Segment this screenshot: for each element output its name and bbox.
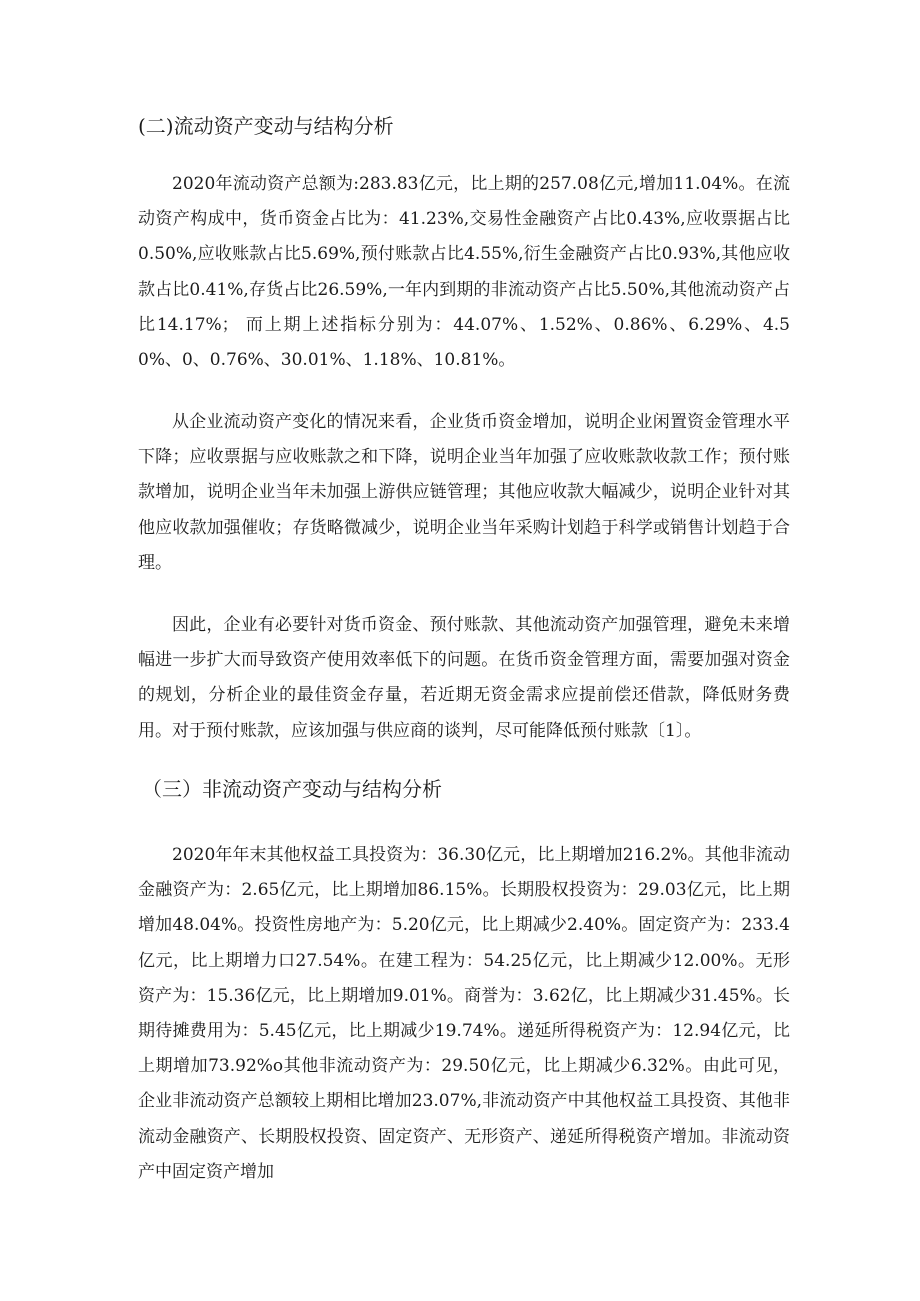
paragraph-non-current-assets-figures: 2020年年末其他权益工具投资为：36.30亿元，比上期增加216.2%。其他非流动金融资产为：2.65亿元，比上期增加86.15%。长期股权投资为：29.03亿元，比上期增加48.04%。投资性房地产为：5.20亿元，比上期减少2.40%。固定资产为：233.4亿元，比上期增力口27.54%。在建工程为：54.25亿元，比上期减少12.00%。无形资产为：15.36亿元，比上期增加9.01%。商誉为：3.62亿，比上期减少31.45%。长期待摊费用为：5.45亿元，比上期减少19.74%。递延所得税资产为：12.94亿元，比上期增加73.92%o其他非流动资产为：29.50亿元，比上期减少6.32%。由此可见，企业非流动资产总额较上期相比增加23.07%,非流动资产中其他权益工具投资、其他非流动金融资产、长期股权投资、固定资产、无形资产、递延所得税资产增加。非流动资产中固定资产增加 bbox=[138, 845, 790, 1182]
paragraph-current-assets-figures: 2020年流动资产总额为:283.83亿元，比上期的257.08亿元,增加11.04%。在流动资产构成中，货币资金占比为：41.23%,交易性金融资产占比0.43%,应收票据占比0.50%,应收账款占比5.69%,预付账款占比4.55%,衍生金融资产占比0.93%,其他应收款占比0.41%,存货占比26.59%,一年内到期的非流动资产占比5.50%,其他流动资产占比14.17%； 而上期上述指标分别为：44.07%、1.52%、0.86%、6.29%、4.50%、0、0.76%、30.01%、1.18%、10.81%。 bbox=[138, 174, 790, 371]
section-heading-current-assets: (二)流动资产变动与结构分析 bbox=[138, 114, 394, 138]
paragraph-current-assets-changes: 从企业流动资产变化的情况来看，企业货币资金增加，说明企业闲置资金管理水平下降；应收票据与应收账款之和下降，说明企业当年加强了应收账款收款工作；预付账款增加，说明企业当年未加强上游供应链管理；其他应收款大幅减少，说明企业针对其他应收款加强催收；存货略微减少，说明企业当年采购计划趋于科学或销售计划趋于合理。 bbox=[138, 412, 790, 573]
paragraph-management-recommendations: 因此，企业有必要针对货币资金、预付账款、其他流动资产加强管理，避免未来增幅进一步扩大而导致资产使用效率低下的问题。在货币资金管理方面，需要加强对资金的规划，分析企业的最佳资金存量，若近期无资金需求应提前偿还借款，降低财务费用。对于预付账款，应该加强与供应商的谈判，尽可能降低预付账款〔1〕。 bbox=[138, 615, 790, 741]
section-heading-non-current-assets: （三）非流动资产变动与结构分析 bbox=[142, 777, 442, 801]
